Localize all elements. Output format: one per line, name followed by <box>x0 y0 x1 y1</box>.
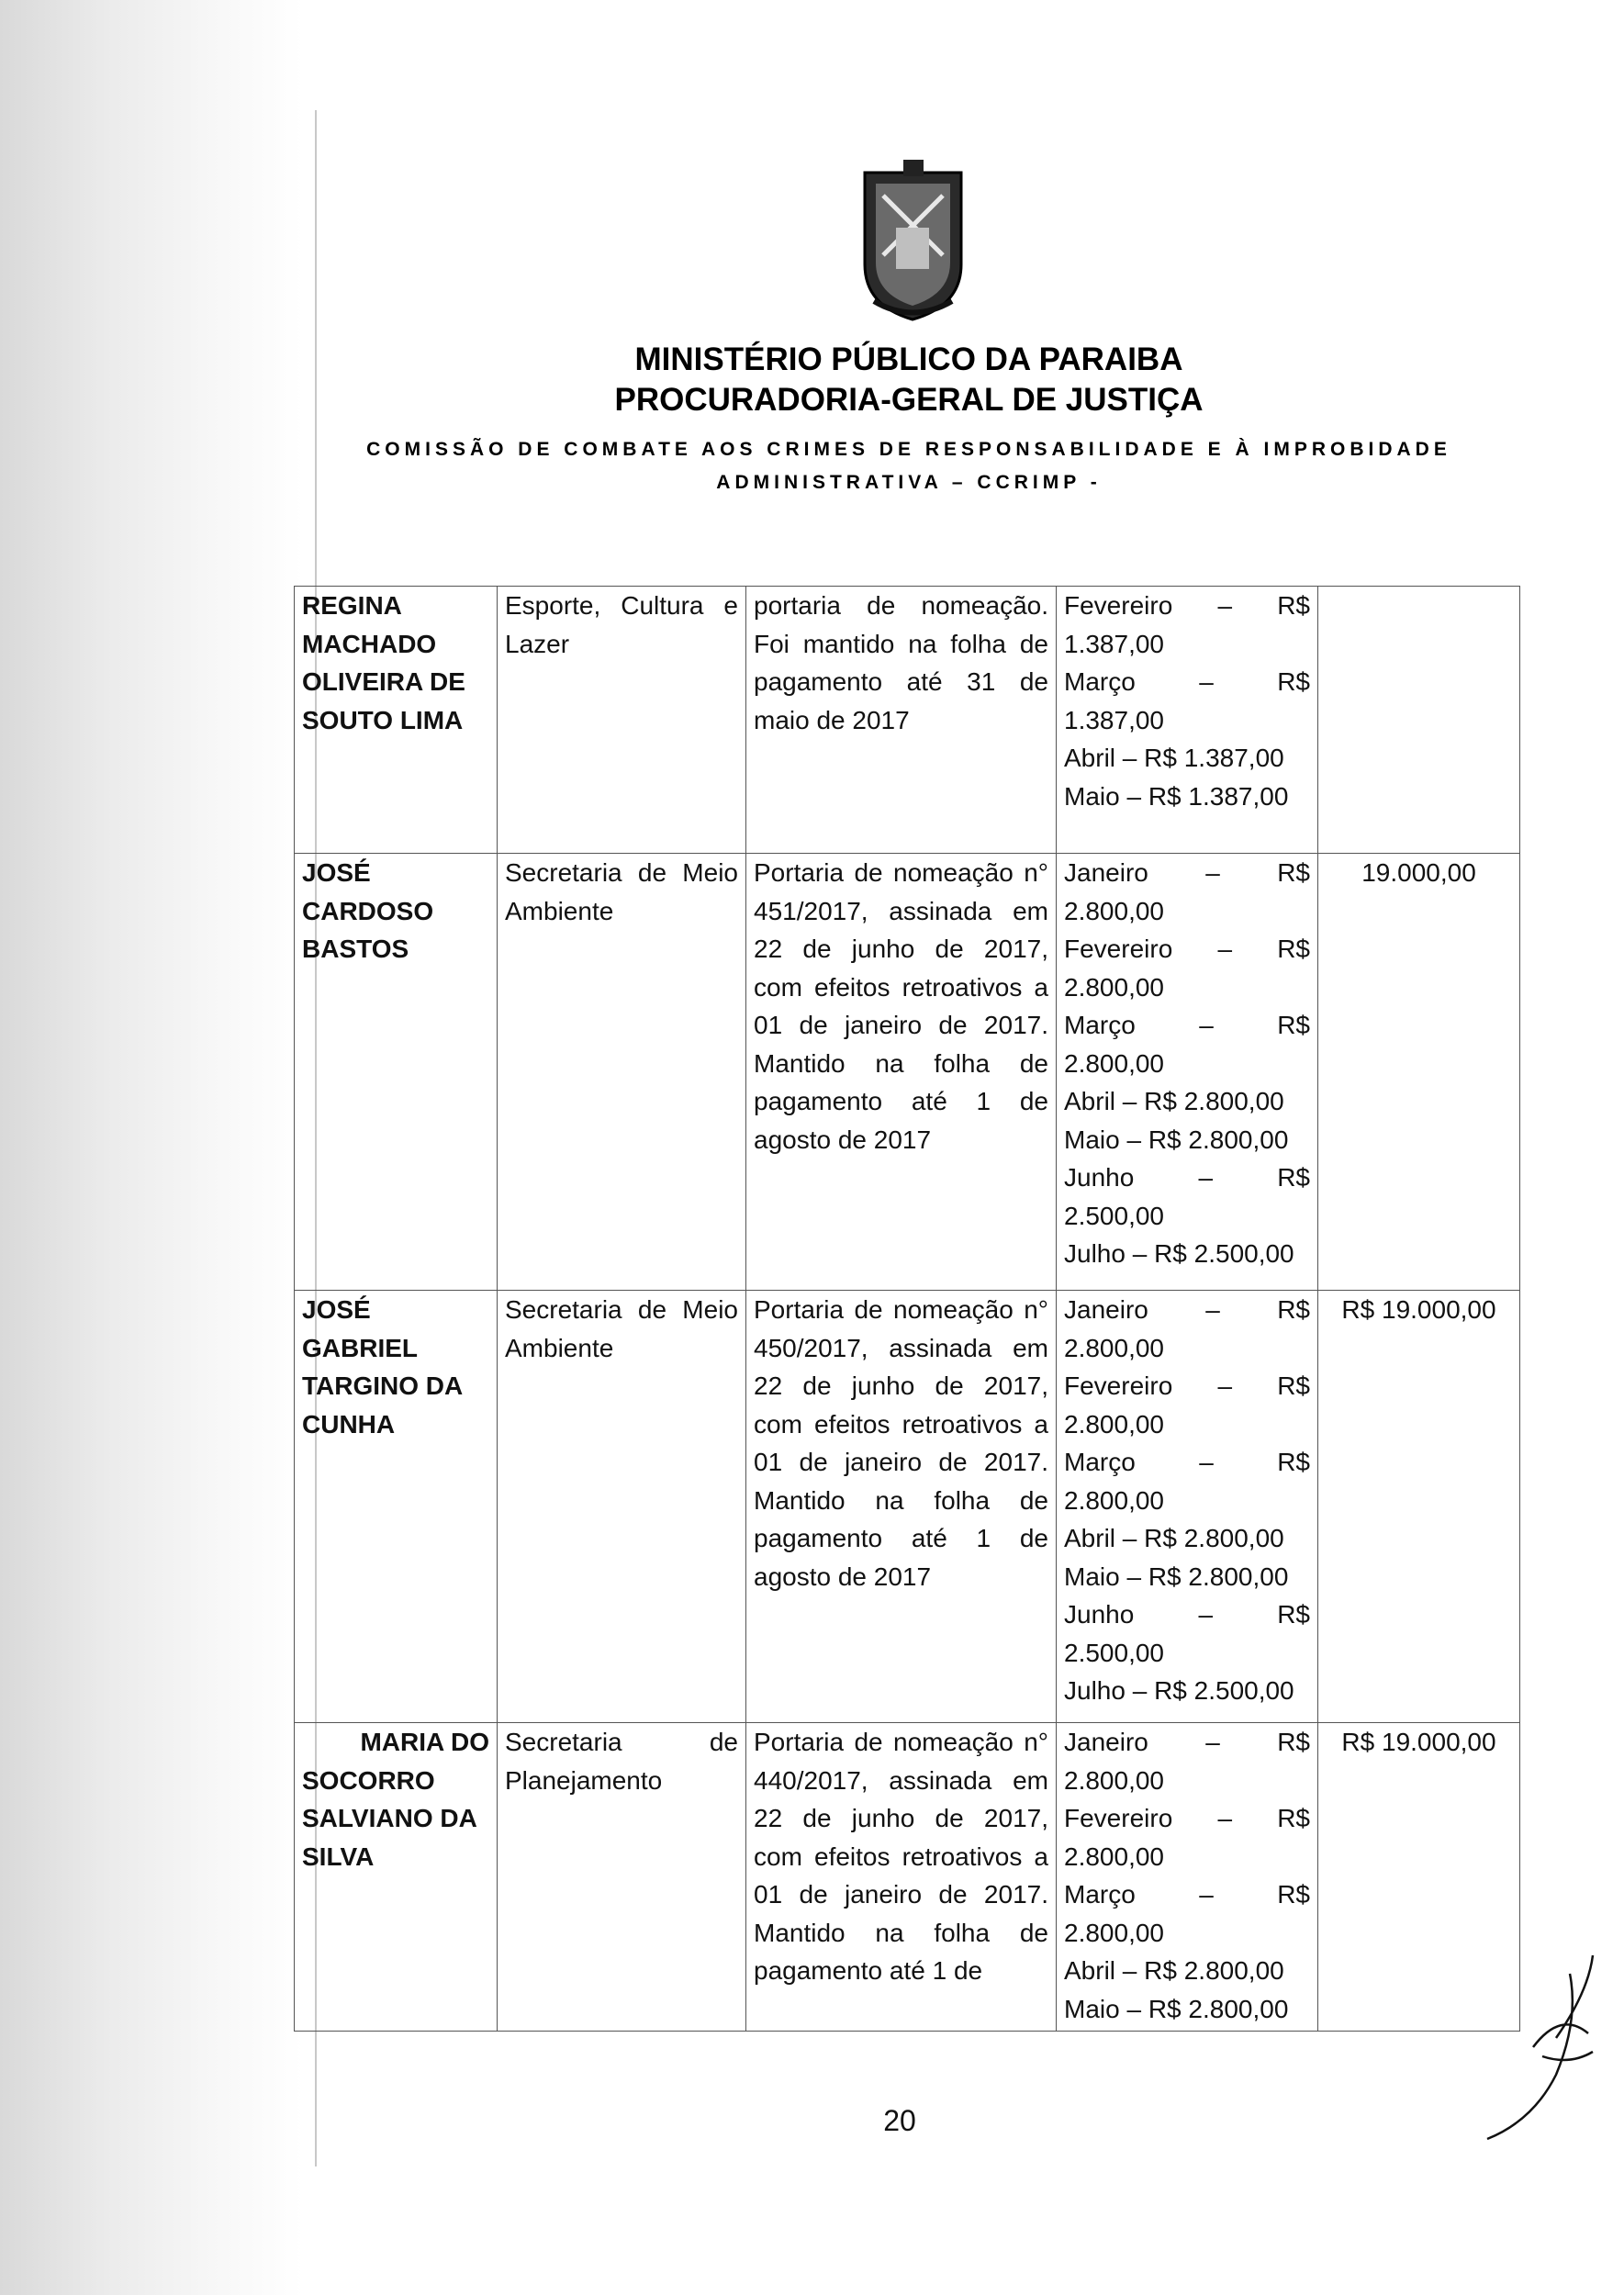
payment-month: Junho <box>1064 1600 1135 1629</box>
name-line: MACHADO <box>302 629 437 658</box>
name-line: CUNHA <box>302 1409 396 1439</box>
payment-line: Julho – R$ 2.500,00 <box>1064 1239 1294 1268</box>
payment-value: 2.500,00 <box>1064 1638 1164 1667</box>
payment-line: Maio – R$ 2.800,00 <box>1064 1994 1289 2023</box>
payment-month: Janeiro <box>1064 1728 1148 1756</box>
payment-line <box>1064 1595 1310 1634</box>
payment-month: Fevereiro <box>1064 935 1173 963</box>
name-line: SILVA <box>302 1842 375 1871</box>
document-header <box>294 340 1524 499</box>
payment-line <box>1064 1723 1310 1762</box>
name-line: MARIA DO <box>360 1728 489 1756</box>
payment-sep: – <box>1198 1163 1214 1192</box>
payment-value: 2.800,00 <box>1064 1409 1164 1439</box>
portaria-cell: Portaria de nomeação n° 450/2017, assinada em 22 de junho de 2017, com efeitos retroativos a 01 de janeiro de 2017. Mantido na folha de pagamento até 1 de agosto de 2017 <box>746 1291 1057 1723</box>
portaria-cell: Portaria de nomeação n° 451/2017, assinada em 22 de junho de 2017, com efeitos retroativos a 01 de janeiro de 2017. Mantido na folha de pagamento até 1 de agosto de 2017 <box>746 854 1057 1291</box>
page-number: 20 <box>883 2104 916 2137</box>
payment-sep: – <box>1217 1371 1233 1400</box>
name-line: SOCORRO <box>302 1765 435 1795</box>
payments-cell <box>1057 1291 1318 1723</box>
payment-cur: R$ <box>1277 591 1310 620</box>
payment-line <box>1064 1443 1310 1482</box>
name-cell <box>295 587 498 854</box>
payment-value: 2.800,00 <box>1064 1842 1164 1871</box>
payment-value: 2.800,00 <box>1064 896 1164 925</box>
total-cell: 19.000,00 <box>1318 854 1520 1291</box>
header-ministry: MINISTÉRIO PÚBLICO DA PARAIBA <box>634 341 1183 377</box>
name-line: REGINA <box>302 591 402 620</box>
name-cell <box>295 854 498 1291</box>
payment-month: Março <box>1064 1448 1136 1476</box>
table-row <box>295 1723 1520 2032</box>
payment-line: Maio – R$ 1.387,00 <box>1064 781 1289 811</box>
payment-sep: – <box>1217 591 1233 620</box>
payment-cur: R$ <box>1277 1600 1310 1629</box>
payment-cur: R$ <box>1277 1011 1310 1039</box>
payment-sep: – <box>1205 858 1220 887</box>
payment-line: Abril – R$ 2.800,00 <box>1064 1524 1284 1552</box>
portaria-cell: portaria de nomeação. Foi mantido na folha de pagamento até 31 de maio de 2017 <box>746 587 1057 854</box>
payment-month: Março <box>1064 1011 1136 1039</box>
payment-line: Maio – R$ 2.800,00 <box>1064 1562 1289 1591</box>
header-procuradoria: PROCURADORIA-GERAL DE JUSTIÇA <box>614 382 1204 418</box>
payment-sep: – <box>1198 1600 1214 1629</box>
payment-cur: R$ <box>1277 1448 1310 1476</box>
name-line: JOSÉ GABRIEL <box>302 1295 418 1362</box>
name-cell <box>295 1291 498 1723</box>
payment-line <box>1064 663 1310 701</box>
name-cell <box>295 1723 498 2032</box>
payment-month: Março <box>1064 667 1136 696</box>
secretaria-cell: Secretaria de Meio Ambiente <box>498 854 746 1291</box>
payment-sep: – <box>1205 1295 1220 1324</box>
coat-of-arms-icon <box>856 154 970 324</box>
payment-cur: R$ <box>1277 1880 1310 1909</box>
payment-line: Abril – R$ 2.800,00 <box>1064 1956 1284 1985</box>
payment-sep: – <box>1199 667 1214 696</box>
payment-line: Maio – R$ 2.800,00 <box>1064 1125 1289 1154</box>
name-line: CARDOSO <box>302 896 434 925</box>
payment-value: 2.800,00 <box>1064 1485 1164 1515</box>
payment-cur: R$ <box>1277 1728 1310 1756</box>
payment-value: 1.387,00 <box>1064 629 1164 658</box>
header-commission-cont: ADMINISTRATIVA – CCRIMP - <box>716 472 1102 493</box>
payment-value: 2.800,00 <box>1064 1918 1164 1947</box>
payments-cell <box>1057 587 1318 854</box>
payment-line <box>1064 587 1310 625</box>
payment-month: Janeiro <box>1064 1295 1148 1324</box>
handwritten-signature <box>1469 1937 1597 2148</box>
secretaria-cell: Esporte, Cultura e Lazer <box>498 587 746 854</box>
payment-month: Fevereiro <box>1064 1371 1173 1400</box>
payment-line <box>1064 1875 1310 1914</box>
payment-month: Janeiro <box>1064 858 1148 887</box>
payment-cur: R$ <box>1277 1371 1310 1400</box>
payment-line <box>1064 854 1310 892</box>
payment-line: Julho – R$ 2.500,00 <box>1064 1676 1294 1705</box>
payments-cell <box>1057 854 1318 1291</box>
payment-line <box>1064 1367 1310 1405</box>
payment-sep: – <box>1199 1011 1214 1039</box>
payment-value: 2.800,00 <box>1064 972 1164 1002</box>
payment-value: 2.800,00 <box>1064 1333 1164 1362</box>
payment-cur: R$ <box>1277 935 1310 963</box>
payment-month: Fevereiro <box>1064 591 1173 620</box>
payment-sep: – <box>1199 1880 1214 1909</box>
payment-line <box>1064 1159 1310 1197</box>
payment-value: 2.500,00 <box>1064 1201 1164 1230</box>
name-line: BASTOS <box>302 935 409 963</box>
payment-line <box>1064 1799 1310 1838</box>
payment-value: 1.387,00 <box>1064 705 1164 734</box>
portaria-cell: Portaria de nomeação n° 440/2017, assinada em 22 de junho de 2017, com efeitos retroativos a 01 de janeiro de 2017. Mantido na folha de pagamento até 1 de <box>746 1723 1057 2032</box>
secretaria-cell: Secretaria de Planejamento <box>498 1723 746 2032</box>
header-commission: COMISSÃO DE COMBATE AOS CRIMES DE RESPONSABILIDADE E À IMPROBIDADE <box>366 439 1451 460</box>
payment-month: Fevereiro <box>1064 1804 1173 1832</box>
scan-shadow <box>0 0 303 2295</box>
payment-cur: R$ <box>1277 1163 1310 1192</box>
name-line: JOSÉ <box>302 858 371 887</box>
table-row <box>295 587 1520 854</box>
payment-value: 2.800,00 <box>1064 1765 1164 1795</box>
payment-sep: – <box>1217 935 1233 963</box>
payment-sep: – <box>1205 1728 1220 1756</box>
payment-line <box>1064 1006 1310 1045</box>
name-line: SOUTO LIMA <box>302 705 464 734</box>
payment-month: Março <box>1064 1880 1136 1909</box>
payment-sep: – <box>1199 1448 1214 1476</box>
table-row <box>295 1291 1520 1723</box>
payments-cell <box>1057 1723 1318 2032</box>
payment-cur: R$ <box>1277 1295 1310 1324</box>
secretaria-cell: Secretaria de Meio Ambiente <box>498 1291 746 1723</box>
payment-line <box>1064 1291 1310 1329</box>
name-line: TARGINO DA <box>302 1371 464 1400</box>
total-cell <box>1318 587 1520 854</box>
payment-value: 2.800,00 <box>1064 1048 1164 1078</box>
personnel-table <box>294 586 1520 2032</box>
name-line: OLIVEIRA DE <box>302 667 465 696</box>
total-cell: R$ 19.000,00 <box>1318 1291 1520 1723</box>
total-cell: R$ 19.000,00 <box>1318 1723 1520 2032</box>
table-row <box>295 854 1520 1291</box>
payment-sep: – <box>1217 1804 1233 1832</box>
name-line: SALVIANO DA <box>302 1804 477 1832</box>
payment-line: Abril – R$ 2.800,00 <box>1064 1087 1284 1115</box>
payment-line <box>1064 930 1310 968</box>
payment-cur: R$ <box>1277 1804 1310 1832</box>
payment-month: Junho <box>1064 1163 1135 1192</box>
payment-line: Abril – R$ 1.387,00 <box>1064 744 1284 772</box>
payment-cur: R$ <box>1277 858 1310 887</box>
payment-cur: R$ <box>1277 667 1310 696</box>
